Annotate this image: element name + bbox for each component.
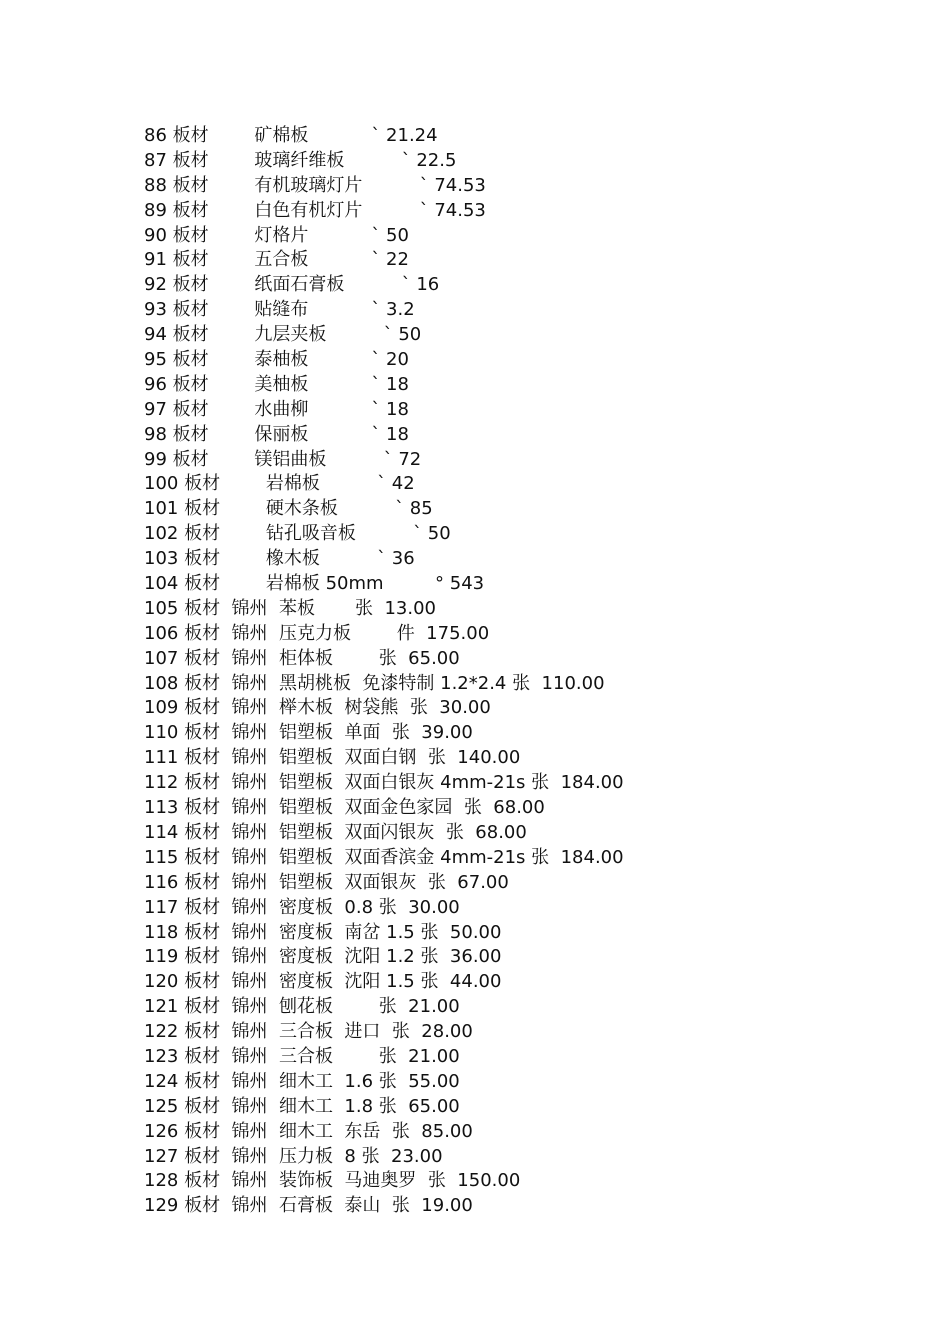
list-item: 121 板材 锦州 刨花板 张 21.00: [144, 996, 460, 1018]
list-item: 118 板材 锦州 密度板 南岔 1.5 张 50.00: [144, 921, 502, 943]
list-item: 88 板材 有机玻璃灯片 ` 74.53: [144, 174, 486, 196]
list-item: 108 板材 锦州 黑胡桃板 免漆特制 1.2*2.4 张 110.00: [144, 672, 605, 694]
list-item: 105 板材 锦州 苯板 张 13.00: [144, 597, 436, 619]
list-item: 114 板材 锦州 铝塑板 双面闪银灰 张 68.00: [144, 821, 527, 843]
list-item: 91 板材 五合板 ` 22: [144, 249, 409, 271]
list-item: 127 板材 锦州 压力板 8 张 23.00: [144, 1145, 443, 1167]
list-item: 115 板材 锦州 铝塑板 双面香滨金 4mm-21s 张 184.00: [144, 846, 624, 868]
list-item: 101 板材 硬木条板 ` 85: [144, 498, 433, 520]
list-item: 129 板材 锦州 石膏板 泰山 张 19.00: [144, 1195, 473, 1217]
list-item: 94 板材 九层夹板 ` 50: [144, 324, 422, 346]
list-item: 107 板材 锦州 柜体板 张 65.00: [144, 647, 460, 669]
list-item: 111 板材 锦州 铝塑板 双面白钢 张 140.00: [144, 747, 521, 769]
list-item: 109 板材 锦州 榉木板 树袋熊 张 30.00: [144, 697, 491, 719]
list-item: 120 板材 锦州 密度板 沈阳 1.5 张 44.00: [144, 971, 502, 993]
list-item: 125 板材 锦州 细木工 1.8 张 65.00: [144, 1095, 460, 1117]
list-item: 86 板材 矿棉板 ` 21.24: [144, 125, 438, 146]
list-item: 112 板材 锦州 铝塑板 双面白银灰 4mm-21s 张 184.00: [144, 772, 624, 794]
list-item: 95 板材 泰柚板 ` 20: [144, 349, 409, 371]
list-item: 110 板材 锦州 铝塑板 单面 张 39.00: [144, 722, 473, 744]
list-item: 128 板材 锦州 装饰板 马迪奥罗 张 150.00: [144, 1170, 521, 1192]
list-item: 92 板材 纸面石膏板 ` 16: [144, 274, 440, 296]
price-list: [144, 124, 904, 1219]
list-item: 98 板材 保丽板 ` 18: [144, 423, 409, 445]
list-item: 106 板材 锦州 压克力板 件 175.00: [144, 622, 490, 644]
list-item: 113 板材 锦州 铝塑板 双面金色家园 张 68.00: [144, 797, 545, 819]
list-item: 123 板材 锦州 三合板 张 21.00: [144, 1045, 460, 1067]
list-item: 97 板材 水曲柳 ` 18: [144, 398, 409, 420]
list-item: 93 板材 贴缝布 ` 3.2: [144, 299, 415, 321]
list-item: 89 板材 白色有机灯片 ` 74.53: [144, 199, 486, 221]
list-item: 96 板材 美柚板 ` 18: [144, 373, 409, 395]
list-item: 99 板材 镁铝曲板 ` 72: [144, 448, 422, 470]
list-item: 104 板材 岩棉板 50mm ° 543: [144, 573, 485, 595]
list-item: 116 板材 锦州 铝塑板 双面银灰 张 67.00: [144, 871, 509, 893]
list-item: 126 板材 锦州 细木工 东岳 张 85.00: [144, 1120, 473, 1142]
list-item: 117 板材 锦州 密度板 0.8 张 30.00: [144, 896, 460, 918]
list-item: 102 板材 钻孔吸音板 ` 50: [144, 523, 451, 545]
list-item: 87 板材 玻璃纤维板 ` 22.5: [144, 149, 457, 171]
list-item: 100 板材 岩棉板 ` 42: [144, 473, 415, 495]
list-item: 103 板材 橡木板 ` 36: [144, 548, 415, 570]
list-item: 90 板材 灯格片 ` 50: [144, 224, 409, 246]
list-item: 122 板材 锦州 三合板 进口 张 28.00: [144, 1021, 473, 1043]
list-item: 119 板材 锦州 密度板 沈阳 1.2 张 36.00: [144, 946, 502, 968]
list-item: 124 板材 锦州 细木工 1.6 张 55.00: [144, 1070, 460, 1092]
